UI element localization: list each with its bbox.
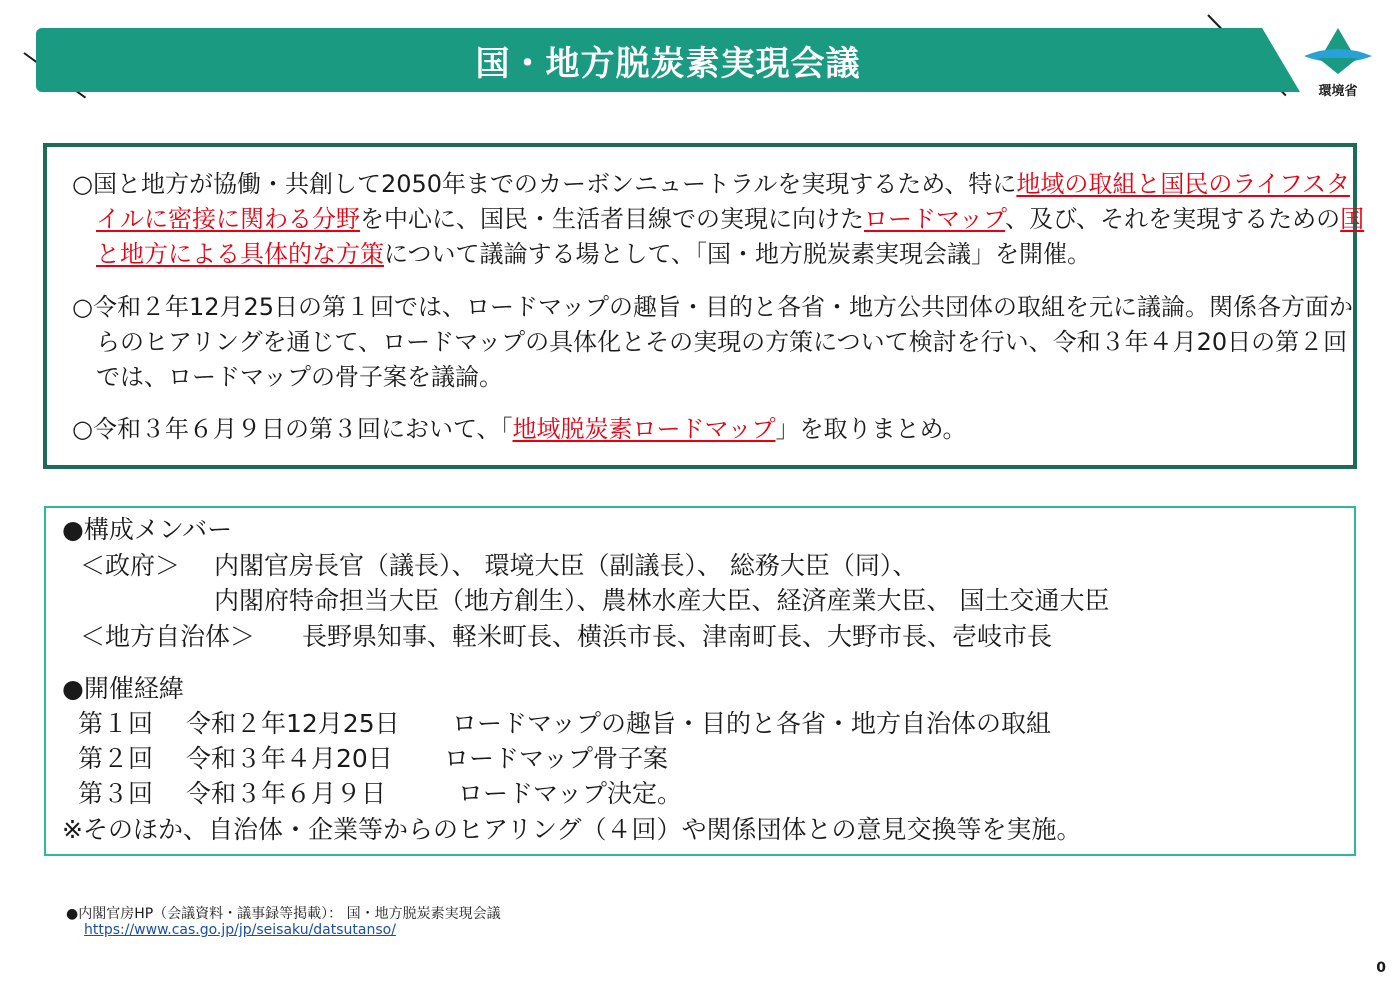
local-gov-members: 長野県知事、軽米町長、横浜市長、津南町長、大野市長、壱岐市長 [302,622,1053,651]
history-heading: ●開催経緯 [62,674,184,703]
highlight-text: 地域の取組と国民のライフスタイルに密接に関わる分野 [96,170,1350,233]
gov-members-line-1: 内閣官房長官（議長）、 環境大臣（副議長）、 総務大臣（同）、 [214,551,918,580]
summary-paragraph-1 [72,167,1366,272]
text-segment: を中心に、国民・生活者目線での実現に向けた [360,205,864,233]
summary-paragraph-3 [72,412,1342,447]
history-row-content: ロードマップ決定。 [458,779,683,808]
highlight-text: 国と地方による具体的な方策 [96,205,1365,268]
local-gov-label: ＜地方自治体＞ [80,622,256,651]
source-note: ●内閣官房HP（会議資料・議事録等掲載）： 国・地方脱炭素実現会議 [66,906,501,922]
history-row-date: 令和３年６月９日 [186,779,387,808]
text-segment: ○国と地方が協働・共創して2050年までのカーボンニュートラルを実現するため、特に [72,170,1017,198]
page-title: 国・地方脱炭素実現会議 [475,43,861,84]
text-segment: 、及び、それを実現するための [1005,205,1341,233]
history-row-date: 令和２年12月25日 [186,709,400,738]
history-row-no: 第１回 [78,709,154,738]
text-segment: ○令和３年６月９日の第３回において、「 [72,415,513,443]
text-segment: について議論する場として、「国・地方脱炭素実現会議」を開催。 [384,240,1092,268]
summary-paragraph-2: ○令和２年12月25日の第１回では、ロードマップの趣旨・目的と各省・地方公共団体の取組を元に議論。関係各方面からのヒアリングを通じて、ロードマップの具体化とその実現の方策について検討を行い、令和３年４月20日の第２回では、ロードマップの骨子案を議論。 [72,293,1354,391]
gov-label: ＜政府＞ [80,551,181,580]
source-link[interactable]: https://www.cas.go.jp/jp/seisaku/datsutanso/ [84,922,396,938]
history-row-date: 令和３年４月20日 [186,744,393,773]
page-number: 0 [1376,960,1386,976]
history-row-no: 第３回 [78,779,154,808]
gov-members-line-2: 内閣府特命担当大臣（地方創生）、農林水産大臣、経済産業大臣、 国土交通大臣 [214,586,1110,615]
history-row-content: ロードマップの趣旨・目的と各省・地方自治体の取組 [452,709,1052,738]
history-row-content: ロードマップ骨子案 [444,744,669,773]
ministry-logo-text: 環境省 [1318,84,1358,99]
highlight-text: 地域脱炭素ロードマップ [512,415,776,443]
text-segment: 」を取りまとめ。 [775,415,967,443]
members-heading: ●構成メンバー [62,515,233,544]
history-row-no: 第２回 [78,744,154,773]
highlight-text: ロードマップ [864,205,1006,233]
history-note: ※そのほか、自治体・企業等からのヒアリング（４回）や関係団体との意見交換等を実施。 [62,815,1082,844]
